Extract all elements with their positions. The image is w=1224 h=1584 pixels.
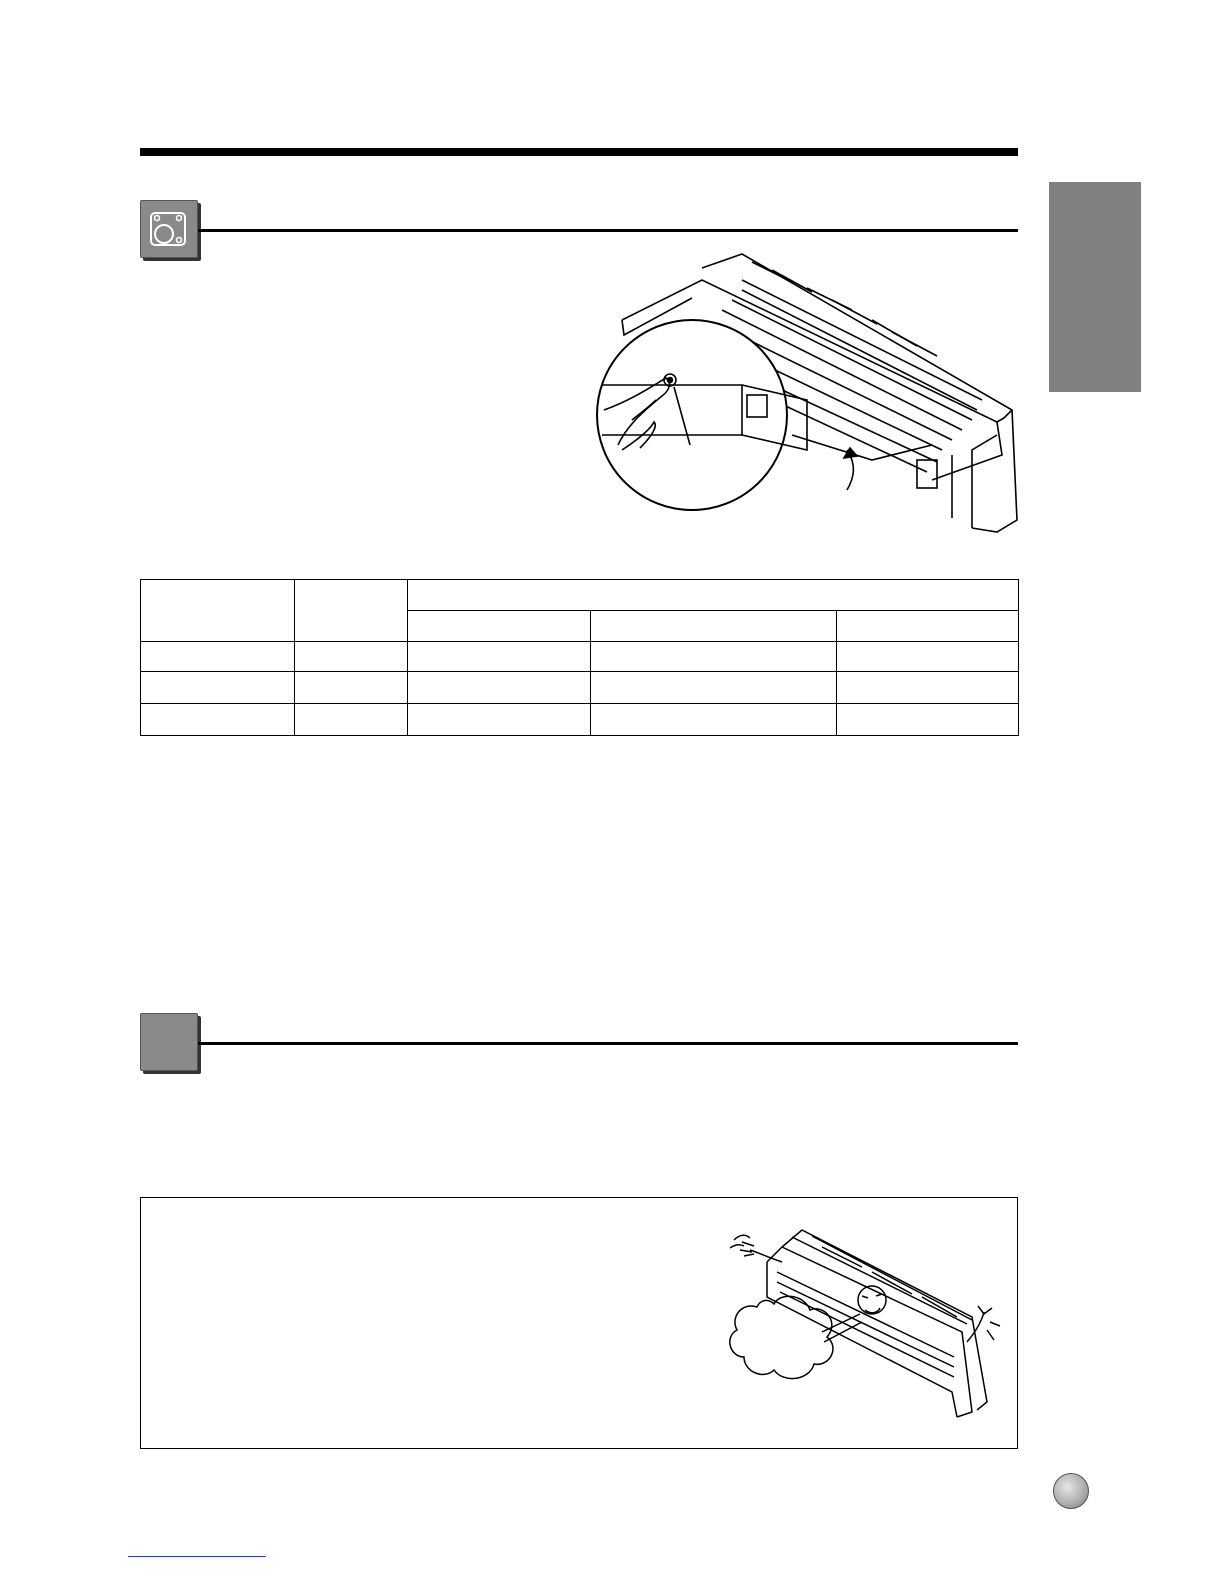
indoor-unit-cartoon-illustration <box>722 1222 1012 1422</box>
table-row <box>141 642 1019 672</box>
chapter-tab <box>1049 182 1141 392</box>
section-icon-button-switch <box>140 200 198 258</box>
table-subheader-cell <box>591 611 837 642</box>
table-cell <box>295 704 408 736</box>
table-header-group-cell <box>408 580 1019 611</box>
table-cell <box>408 642 591 672</box>
blank-gray-square-icon <box>141 1014 197 1070</box>
table-row <box>141 672 1019 704</box>
table-cell <box>591 672 837 704</box>
section-icon-blank <box>140 1013 198 1071</box>
page-number-marker <box>1053 1473 1089 1509</box>
section-divider <box>198 229 1018 232</box>
table-cell <box>837 704 1019 736</box>
table-cell <box>591 642 837 672</box>
table-cell <box>591 704 837 736</box>
table-header-cell <box>295 580 408 642</box>
table-cell <box>295 642 408 672</box>
table-cell <box>141 704 295 736</box>
table-subheader-cell <box>837 611 1019 642</box>
table-cell <box>141 642 295 672</box>
table-row <box>141 704 1019 736</box>
table-cell <box>408 672 591 704</box>
table-cell <box>295 672 408 704</box>
table-header-cell <box>141 580 295 642</box>
spec-table <box>140 579 1019 736</box>
table-cell <box>837 672 1019 704</box>
indoor-unit-manual-button-illustration <box>592 250 1022 540</box>
header-rule <box>140 148 1018 156</box>
button-switch-icon <box>141 201 197 257</box>
table-cell <box>837 642 1019 672</box>
footer-link-underline[interactable] <box>128 1556 266 1557</box>
section-divider <box>198 1042 1018 1045</box>
table-cell <box>408 704 591 736</box>
table-subheader-cell <box>408 611 591 642</box>
table-cell <box>141 672 295 704</box>
